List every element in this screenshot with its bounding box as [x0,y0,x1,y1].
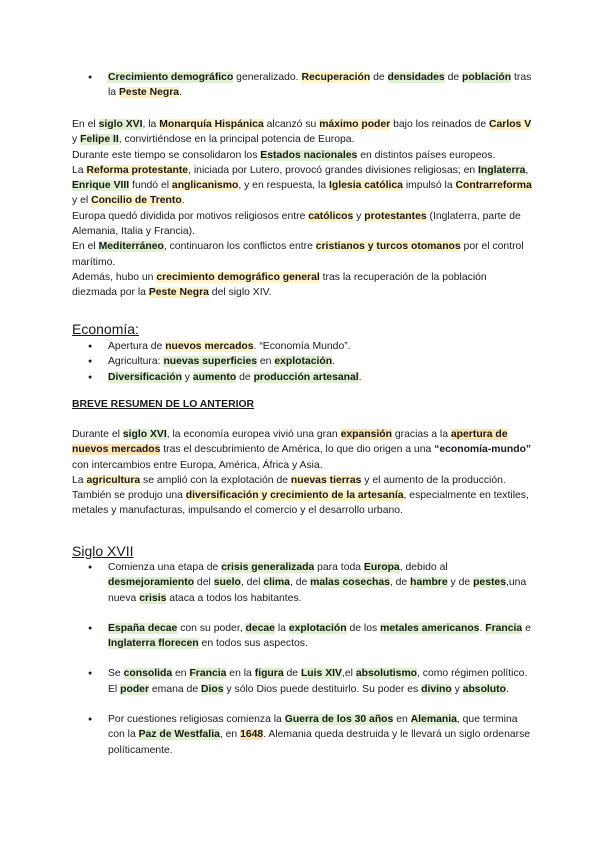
text-run: de [283,668,301,680]
paragraph [72,473,532,488]
highlighted-term: suelo [213,577,241,589]
text-run: y [181,371,193,383]
highlighted-term: clima [263,577,290,589]
text-run: bajo los reinados de [390,119,489,130]
highlighted-term: absoluto [462,683,506,695]
text-run: y [451,683,463,695]
text-run: , que termina con la [108,714,518,741]
text-run: , la [142,119,160,130]
highlighted-term: Monarquía Hispánica [159,119,264,130]
text-run: con su poder, [177,622,246,634]
text-run: fundó el [129,180,172,192]
highlighted-term: anglicanismo [171,180,239,192]
economia-bullet-list [94,339,534,385]
text-run: e [522,622,531,634]
highlighted-term: poder [120,683,150,695]
text-run: emana de [149,683,202,695]
text-run: . [358,371,362,383]
highlighted-term: figura [254,668,284,680]
highlighted-term: Estados nacionales [260,149,358,161]
text-run: y sólo Dios puede destituirlo. Su poder es [223,683,422,695]
highlighted-term: Contrarreforma [455,180,532,192]
text-run: se amplió con la explotación de [140,474,291,486]
text-run: , especialmente en textiles, metales y manufacturas, impulsando el comercio y el desarrollo urbano. [72,490,529,517]
siglo-bullet [94,621,534,652]
text-run: y de [447,577,474,589]
text-run: . [179,87,182,99]
highlighted-term: Inglaterra florecen [108,638,199,650]
text-run: la [274,622,289,634]
highlighted-term: decae [245,622,275,634]
economia-bullet [94,339,534,354]
text-run: Apertura de [108,341,166,352]
text-run: generalizado. [233,72,302,83]
text-run: en [393,714,411,726]
resumen-heading: BREVE RESUMEN DE LO ANTERIOR [72,399,255,410]
text-run: por el control marítimo. [72,241,524,268]
highlighted-term: apertura de nuevos mercados [72,429,508,456]
text-run: , iniciada por Lutero, provocó grandes divisiones religiosas; en [188,164,479,176]
text-run: . Alemania queda destruida y le llevará un siglo ordenarse políticamente. [108,729,531,756]
text-run: y [72,134,81,146]
text-run: en [257,356,275,368]
highlighted-term: agricultura [86,474,141,486]
text-run: y el aumento de la producción. [361,474,506,486]
text-run: y el [72,195,92,207]
paragraph [72,117,532,148]
text-run: . [505,683,509,695]
text-run: , en [219,729,241,741]
text-run: También se produjo una [72,490,186,502]
highlighted-term: Paz de Westfalia [138,729,220,741]
highlighted-term: nuevas superficies [163,356,258,368]
text-run: de [444,72,463,83]
text-run: Por cuestiones religiosas comienza la [108,714,285,726]
text-run: La [72,164,87,176]
highlighted-term: Francia [485,622,523,634]
highlighted-term: absolutismo [355,668,418,680]
text-run: Durante este tiempo se consolidaron los [72,149,261,161]
highlighted-term: consolida [123,668,173,680]
highlighted-term: Europa [363,562,400,573]
economia-bullet [94,370,534,385]
highlighted-term: aumento [192,371,237,383]
highlighted-term: católicos [308,210,354,222]
highlighted-term: nuevas tierras [290,474,362,486]
highlighted-term: Peste Negra [118,87,180,99]
text-run: gracias a la [391,429,451,440]
highlighted-term: crecimiento demográfico general [156,271,320,283]
highlighted-term: Diversificación [108,371,182,383]
highlighted-term: Concilio de Trento [91,195,182,207]
highlighted-term: 1648 [240,729,264,741]
highlighted-term: producción artesanal [253,371,359,383]
text-run: del siglo XIV. [208,287,272,299]
text-run: La [72,474,87,486]
highlighted-term: Carlos V [489,119,532,130]
highlighted-term: metales americanos [380,622,480,634]
highlighted-term: Francia [189,668,227,680]
text-run: en [172,668,190,680]
text-run: Comienza una etapa de [108,562,222,573]
highlighted-term: protestantes [364,210,427,222]
highlighted-term: hambre [410,577,448,589]
text-run: , [525,164,529,176]
text-run: En el [72,119,99,130]
text-run: alcanzó su [263,119,320,130]
top-bullet-list [94,70,534,101]
highlighted-term: Felipe II [80,134,119,146]
text-run: . [181,195,185,207]
text-run: tras el descubrimiento de América, lo que dio origen a una [160,444,435,456]
text-run: del [194,577,214,589]
siglo-xvii-heading [72,543,133,559]
text-run: tras la [108,72,532,99]
economia-heading [72,321,139,337]
highlighted-term: Dios [201,683,224,695]
siglo-xvii-bullet-list [94,560,534,758]
highlighted-term: Iglesia católica [329,180,403,192]
text-run: . “Economía Mundo”. [253,341,351,352]
paragraph [72,427,532,473]
paragraph [72,163,532,209]
text-run: , debido al [399,562,448,573]
economia-bullet [94,354,534,369]
highlighted-term: explotación [274,356,333,368]
economia-title: Economía: [72,321,139,337]
highlighted-term: nuevos mercados [165,341,254,352]
paragraph [72,148,532,163]
text-run: Europa quedó dividida por motivos religiosos entre [72,210,309,222]
highlighted-term: divino [421,683,452,695]
paragraph [72,239,532,270]
text-run: y [353,210,365,222]
highlighted-term: Guerra de los 30 años [284,714,394,726]
text-run: ataca a todos los habitantes. [166,592,302,604]
text-run: de [236,371,254,383]
text-run: de [370,72,388,83]
highlighted-term: Mediterráneo [98,241,164,253]
text-run: Se [108,668,124,680]
highlighted-term: crisis generalizada [221,562,315,573]
highlighted-term: pestes [473,577,506,589]
text-run: con intercambios entre Europa, América, África y Asia. [72,459,323,471]
siglo-bullet [94,666,534,697]
text-run: , de [389,577,411,589]
text-run: en distintos países europeos. [357,149,496,161]
highlighted-term: desmejoramiento [108,577,195,589]
text-run: ,una nueva [108,577,527,604]
highlighted-term: Inglaterra [478,164,526,176]
text-run: , de [289,577,311,589]
resumen-paragraphs [72,427,532,519]
text-run: Durante el [72,429,123,440]
highlighted-term: Reforma protestante [86,164,189,176]
text-run: , continuaron los conflictos entre [163,241,316,253]
highlighted-term: explotación [288,622,347,634]
highlighted-term: Peste Negra [148,287,209,299]
text-run: , y en respuesta, la [238,180,330,192]
highlighted-term: crisis [139,592,167,604]
highlighted-term: población [462,72,512,83]
text-run: , del [240,577,264,589]
text-run: ,el [341,668,356,680]
highlighted-term: Alemania [410,714,457,726]
text-run: . [332,356,335,368]
text-run: Además, hubo un [72,271,157,283]
highlighted-term: siglo XVI [122,429,167,440]
text-run: , como régimen político. El [108,668,528,695]
text-run: en la [226,668,255,680]
highlighted-term: cristianos y turcos otomanos [315,241,461,253]
text-run: tras la recuperación de la población diezmada por la [72,271,487,299]
paragraph [72,209,532,240]
highlighted-term: España decae [108,622,178,634]
paragraph [72,488,532,519]
top-bullet [94,70,534,101]
text-run: , convirtiéndose en la principal potencia de Europa. [118,134,355,146]
text-run: para toda [314,562,364,573]
text-run: (Inglaterra, parte de Alemania, Italia y Francia). [72,210,521,238]
text-run: Agricultura: [108,356,164,368]
highlighted-term: diversificación y crecimiento de la artesanía [185,490,404,502]
paragraph [72,270,532,301]
highlighted-term: expansión [340,429,392,440]
highlighted-term: Luis XIV [300,668,342,680]
text-run: En el [72,241,99,253]
highlighted-term: malas cosechas [310,577,390,589]
highlighted-term: siglo XVI [98,119,143,130]
highlighted-term: Crecimiento demográfico [108,72,234,83]
siglo-bullet [94,712,534,758]
siglo-bullet [94,560,534,606]
highlighted-term: “economía-mundo” [434,444,532,456]
text-run: en todos sus aspectos. [198,638,308,650]
text-run: impulsó la [402,180,456,192]
siglo-xvi-paragraphs [72,117,532,301]
highlighted-term: Enrique VIII [72,180,130,192]
text-run: . [479,622,486,634]
highlighted-term: densidades [387,72,445,83]
siglo-xvii-title: Siglo XVII [72,543,134,559]
text-run: , la economía europea vivió una gran [166,429,341,440]
text-run: de los [346,622,381,634]
highlighted-term: Recuperación [301,72,371,83]
highlighted-term: máximo poder [319,119,391,130]
